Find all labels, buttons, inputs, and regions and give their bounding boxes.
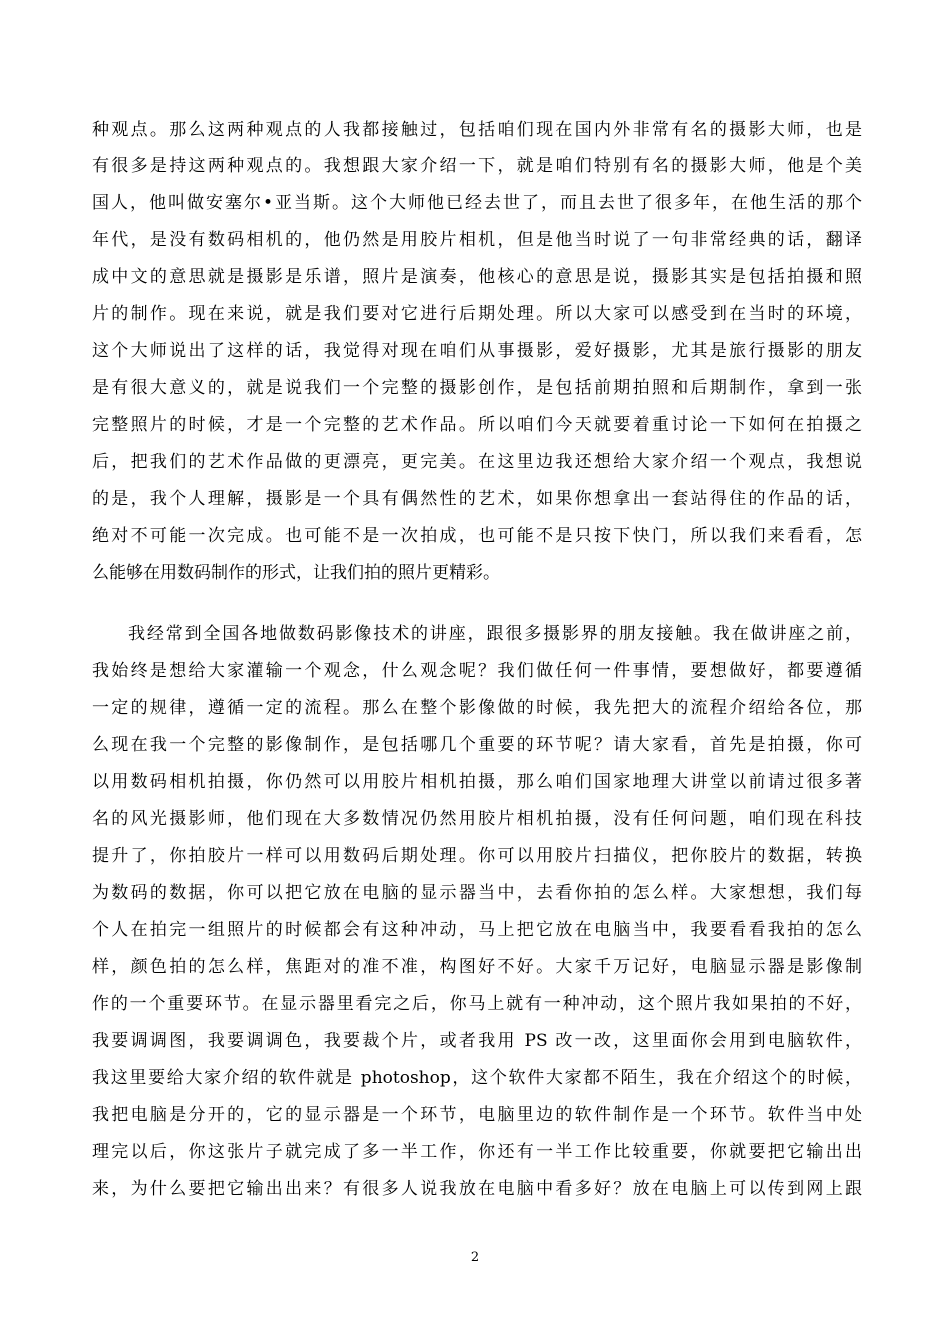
text-line: 我要调调图，我要调调色，我要裁个片，或者我用 PS 改一改，这里面你会用到电脑软件，: [92, 1031, 862, 1051]
text-line: 片的制作。现在来说，就是我们要对它进行后期处理。所以大家可以感受到在当时的环境，: [92, 304, 862, 324]
text-line: 作的一个重要环节。在显示器里看完之后，你马上就有一种冲动，这个照片我如果拍的不好，: [92, 994, 862, 1014]
text-line: 我这里要给大家介绍的软件就是 photoshop，这个软件大家都不陌生，我在介绍这个的时候，: [92, 1068, 862, 1088]
text-line: 么能够在用数码制作的形式，让我们拍的照片更精彩。: [92, 563, 500, 583]
text-line: 一定的规律，遵循一定的流程。那么在整个影像做的时候，我先把大的流程介绍给各位，那: [92, 698, 862, 718]
text-line: 完整照片的时候，才是一个完整的艺术作品。所以咱们今天就要着重讨论一下如何在拍摄之: [92, 415, 862, 435]
text-line: 后，把我们的艺术作品做的更漂亮，更完美。在这里边我还想给大家介绍一个观点，我想说: [92, 452, 862, 472]
text-line: 有很多是持这两种观点的。我想跟大家介绍一下，就是咱们特别有名的摄影大师，他是个美: [92, 156, 862, 176]
text-line: 为数码的数据，你可以把它放在电脑的显示器当中，去看你拍的怎么样。大家想想，我们每: [92, 883, 862, 903]
text-line: 这个大师说出了这样的话，我觉得对现在咱们从事摄影，爱好摄影，尤其是旅行摄影的朋友: [92, 341, 862, 361]
text-line: 的是，我个人理解，摄影是一个具有偶然性的艺术，如果你想拿出一套站得住的作品的话，: [92, 489, 862, 509]
text-line: 成中文的意思就是摄影是乐谱，照片是演奏，他核心的意思是说，摄影其实是包括拍摄和照: [92, 267, 862, 287]
text-line: 名的风光摄影师，他们现在大多数情况仍然用胶片相机拍摄，没有任何问题，咱们现在科技: [92, 809, 862, 829]
text-line: 理完以后，你这张片子就完成了多一半工作，你还有一半工作比较重要，你就要把它输出出: [92, 1142, 862, 1162]
text-line: 国人，他叫做安塞尔•亚当斯。这个大师他已经去世了，而且去世了很多年，在他生活的那个: [92, 193, 862, 213]
text-line: 我经常到全国各地做数码影像技术的讲座，跟很多摄影界的朋友接触。我在做讲座之前，: [128, 624, 862, 644]
text-line: 个人在拍完一组照片的时候都会有这种冲动，马上把它放在电脑当中，我要看看我拍的怎么: [92, 920, 862, 940]
text-line: 么现在我一个完整的影像制作，是包括哪几个重要的环节呢？请大家看，首先是拍摄，你可: [92, 735, 862, 755]
text-line: 样，颜色拍的怎么样，焦距对的准不准，构图好不好。大家千万记好，电脑显示器是影像制: [92, 957, 862, 977]
text-line: 年代，是没有数码相机的，他仍然是用胶片相机，但是他当时说了一句非常经典的话，翻译: [92, 230, 862, 250]
text-line: 来，为什么要把它输出出来？有很多人说我放在电脑中看多好？放在电脑上可以传到网上跟: [92, 1179, 862, 1199]
page-number: 2: [470, 1250, 480, 1265]
text-line: 是有很大意义的，就是说我们一个完整的摄影创作，是包括前期拍照和后期制作，拿到一张: [92, 378, 862, 398]
text-line: 我把电脑是分开的，它的显示器是一个环节，电脑里边的软件制作是一个环节。软件当中处: [92, 1105, 862, 1125]
text-line: 提升了，你拍胶片一样可以用数码后期处理。你可以用胶片扫描仪，把你胶片的数据，转换: [92, 846, 862, 866]
text-line: 种观点。那么这两种观点的人我都接触过，包括咱们现在国内外非常有名的摄影大师，也是: [92, 120, 862, 140]
text-line: 我始终是想给大家灌输一个观念，什么观念呢？我们做任何一件事情，要想做好，都要遵循: [92, 661, 862, 681]
text-line: 以用数码相机拍摄，你仍然可以用胶片相机拍摄，那么咱们国家地理大讲堂以前请过很多著: [92, 772, 862, 792]
text-line: 绝对不可能一次完成。也可能不是一次拍成，也可能不是只按下快门，所以我们来看看，怎: [92, 526, 862, 546]
